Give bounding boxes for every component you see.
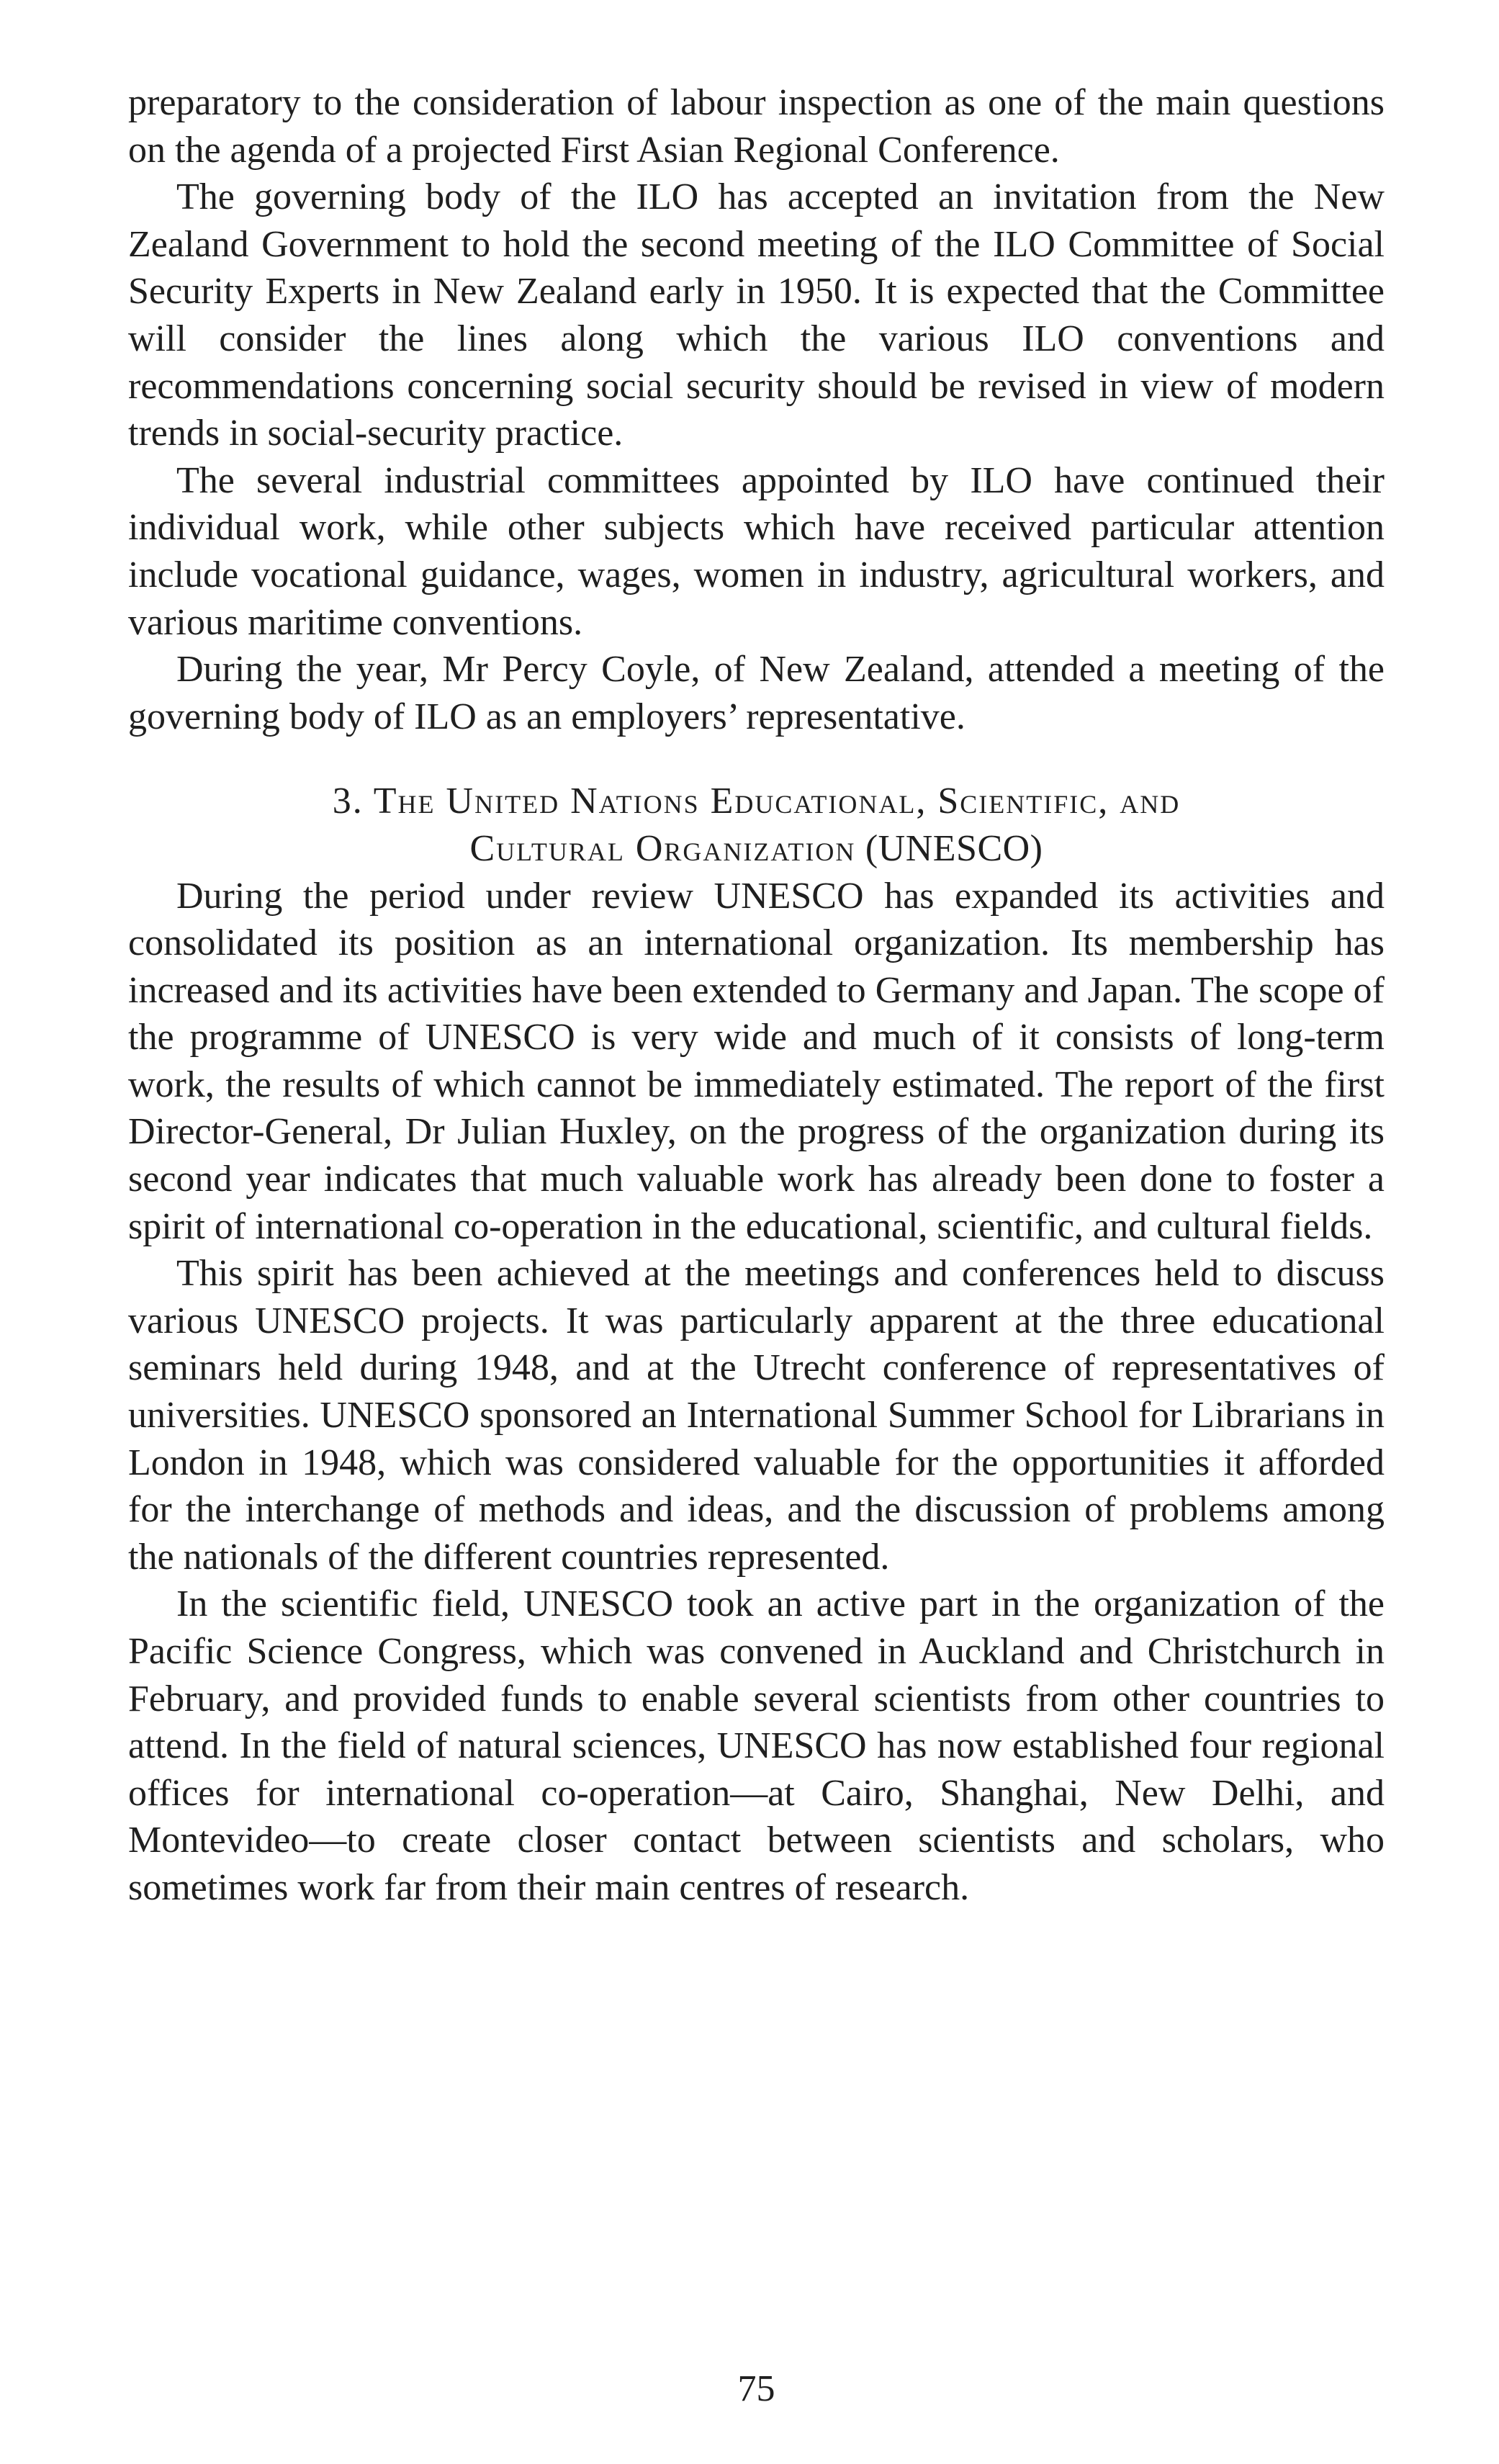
paragraph-unesco-scientific: In the scientific field, UNESCO took an active part in the organization of the Pacific Science Congress, which was convened in Auckland and Christchurch in February, and provided funds to enable several scientists from other countries to attend. In the field of natural sciences, UNESCO has now established four regional offices for international co-operation—at Cairo, Shanghai, New Delhi, and Montevideo—to create closer contact between scientists and scholars, who sometimes work far from their main centres of research. (128, 1583, 1385, 1908)
document-page (128, 79, 1385, 2419)
section-heading (128, 778, 1385, 872)
section-heading-line-2-tail: (UNESCO) (855, 827, 1043, 869)
page-number: 75 (737, 2368, 775, 2409)
paragraph-ilo-social-security: The governing body of the ILO has accepted an invitation from the New Zealand Government to hold the second meeting of the ILO Committee of Social Security Experts in New Zealand early in 1950. It is expected that the Committee will consider the lines along which the various ILO conventions and recommendations concerning social security should be revised in view of modern trends in social-security practice. (128, 176, 1385, 454)
paragraph-ilo-continuation: preparatory to the consideration of labour inspection as one of the main questions on the agenda of a projected First Asian Regional Conference. (128, 82, 1385, 171)
paragraph-unesco-spirit: This spirit has been achieved at the meetings and conferences held to discuss various UNESCO projects. It was particularly apparent at the three educational seminars held during 1948, and at the Utrecht conference of representatives of universities. UNESCO sponsored an International Summer School for Librarians in London in 1948, which was considered valuable for the opportunities it afforded for the interchange of methods and ideas, and the discussion of problems among the nationals of the different countries represented. (128, 1253, 1385, 1578)
paragraph-ilo-committees: The several industrial committees appointed by ILO have continued their individual work, while other subjects which have received particular attention include vocational guidance, wages, women in industry, agricultural workers, and various maritime conventions. (128, 459, 1385, 643)
paragraph-unesco-expansion: During the period under review UNESCO has expanded its activities and consolidated its position as an international organization. Its membership has increased and its activities have been extended to Germany and Japan. The scope of the programme of UNESCO is very wide and much of it consists of long-term work, the results of which cannot be immediately estimated. The report of the first Director-General, Dr Julian Huxley, on the progress of the organization during its second year indicates that much valuable work has already been done to foster a spirit of international co-operation in the educational, scientific, and cultural fields. (128, 875, 1385, 1247)
section-heading-line-1: 3. The United Nations Educational, Scientific, and (332, 781, 1181, 822)
paragraph-ilo-coyle: During the year, Mr Percy Coyle, of New Zealand, attended a meeting of the governing body of ILO as an employers’ representative. (128, 649, 1385, 737)
section-heading-line-2 (128, 825, 1385, 873)
section-heading-line-2-smallcaps: Cultural Organization (469, 827, 856, 869)
